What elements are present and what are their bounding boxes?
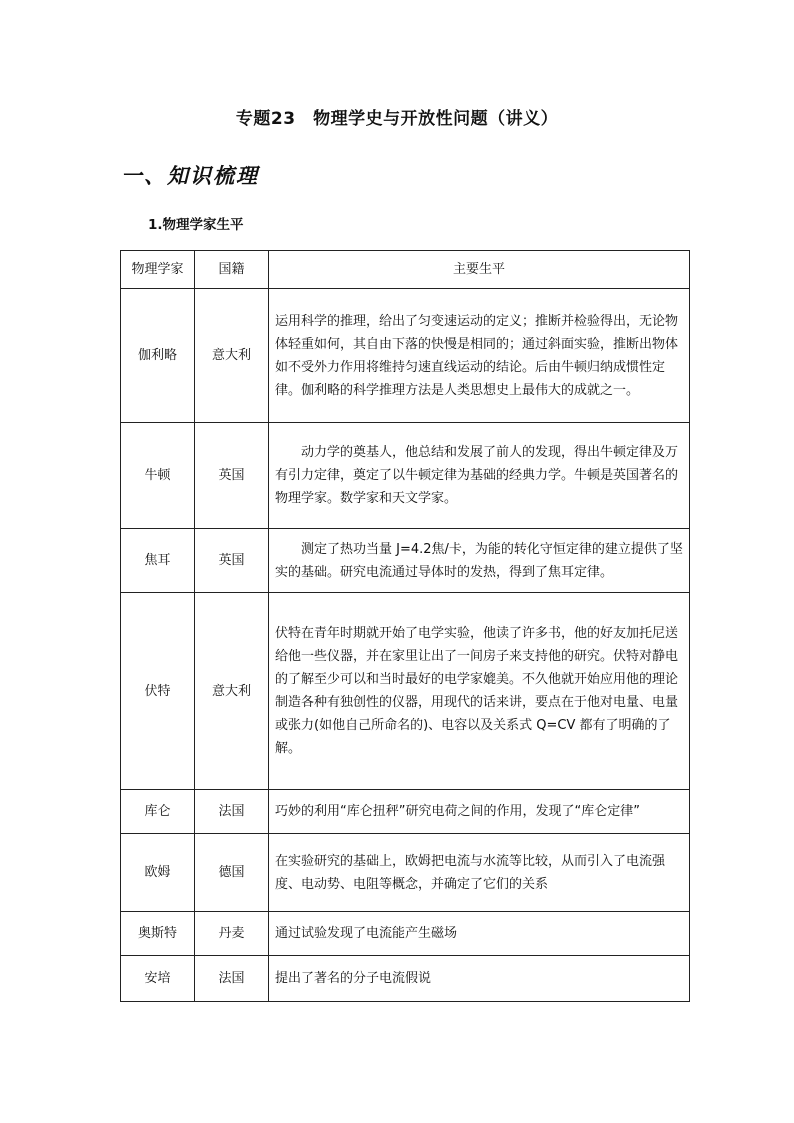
table-row bbox=[121, 593, 690, 790]
physicist-biography: 动力学的奠基人，他总结和发展了前人的发现，得出牛顿定律及万有引力定律，奠定了以牛顿定律为基础的经典力学。牛顿是英国著名的物理学家。数学家和天文学家。 bbox=[269, 423, 690, 529]
table-row bbox=[121, 956, 690, 1002]
physicist-biography: 运用科学的推理，给出了匀变速运动的定义；推断并检验得出，无论物体轻重如何，其自由下落的快慢是相同的；通过斜面实验，推断出物体如不受外力作用将维持匀速直线运动的结论。后由牛顿归纳成惯性定律。伽利略的科学推理方法是人类思想史上最伟大的成就之一。 bbox=[269, 289, 690, 423]
physicist-nationality: 丹麦 bbox=[195, 912, 269, 956]
physicist-nationality: 法国 bbox=[195, 956, 269, 1002]
physicist-table bbox=[120, 250, 690, 1002]
table-header-row bbox=[121, 251, 690, 289]
physicist-name: 奥斯特 bbox=[121, 912, 195, 956]
physicist-nationality: 德国 bbox=[195, 834, 269, 912]
header-physicist: 物理学家 bbox=[121, 251, 195, 289]
physicist-name: 伏特 bbox=[121, 593, 195, 790]
table-row bbox=[121, 289, 690, 423]
physicist-name: 伽利略 bbox=[121, 289, 195, 423]
physicist-nationality: 意大利 bbox=[195, 593, 269, 790]
physicist-nationality: 英国 bbox=[195, 423, 269, 529]
table-row bbox=[121, 529, 690, 593]
physicist-biography: 巧妙的利用“库仑扭秤”研究电荷之间的作用，发现了“库仑定律” bbox=[269, 790, 690, 834]
header-biography: 主要生平 bbox=[269, 251, 690, 289]
sub-heading: 1.物理学家生平 bbox=[148, 217, 244, 233]
table-row bbox=[121, 912, 690, 956]
physicist-name: 牛顿 bbox=[121, 423, 195, 529]
physicist-biography: 伏特在青年时期就开始了电学实验，他读了许多书，他的好友加托尼送给他一些仪器，并在家里让出了一间房子来支持他的研究。伏特对静电的了解至少可以和当时最好的电学家媲美。不久他就开始应用他的理论制造各种有独创性的仪器，用现代的话来讲，要点在于他对电量、电量或张力(如他自己所命名的)、电容以及关系式 Q=CV 都有了明确的了解。 bbox=[269, 593, 690, 790]
header-nationality: 国籍 bbox=[195, 251, 269, 289]
document-title: 专题23 物理学史与开放性问题（讲义） bbox=[235, 109, 559, 129]
table-row bbox=[121, 423, 690, 529]
physicist-name: 欧姆 bbox=[121, 834, 195, 912]
physicist-biography: 在实验研究的基础上，欧姆把电流与水流等比较，从而引入了电流强度、电动势、电阻等概念，并确定了它们的关系 bbox=[269, 834, 690, 912]
section-heading: 一、知识梳理 bbox=[121, 163, 259, 188]
physicist-name: 库仑 bbox=[121, 790, 195, 834]
physicist-biography: 通过试验发现了电流能产生磁场 bbox=[269, 912, 690, 956]
table-row bbox=[121, 790, 690, 834]
physicist-nationality: 英国 bbox=[195, 529, 269, 593]
physicist-nationality: 意大利 bbox=[195, 289, 269, 423]
physicist-name: 安培 bbox=[121, 956, 195, 1002]
physicist-name: 焦耳 bbox=[121, 529, 195, 593]
physicist-biography: 测定了热功当量 J=4.2焦/卡，为能的转化守恒定律的建立提供了坚实的基础。研究电流通过导体时的发热，得到了焦耳定律。 bbox=[269, 529, 690, 593]
table-row bbox=[121, 834, 690, 912]
physicist-nationality: 法国 bbox=[195, 790, 269, 834]
physicist-biography: 提出了著名的分子电流假说 bbox=[269, 956, 690, 1002]
